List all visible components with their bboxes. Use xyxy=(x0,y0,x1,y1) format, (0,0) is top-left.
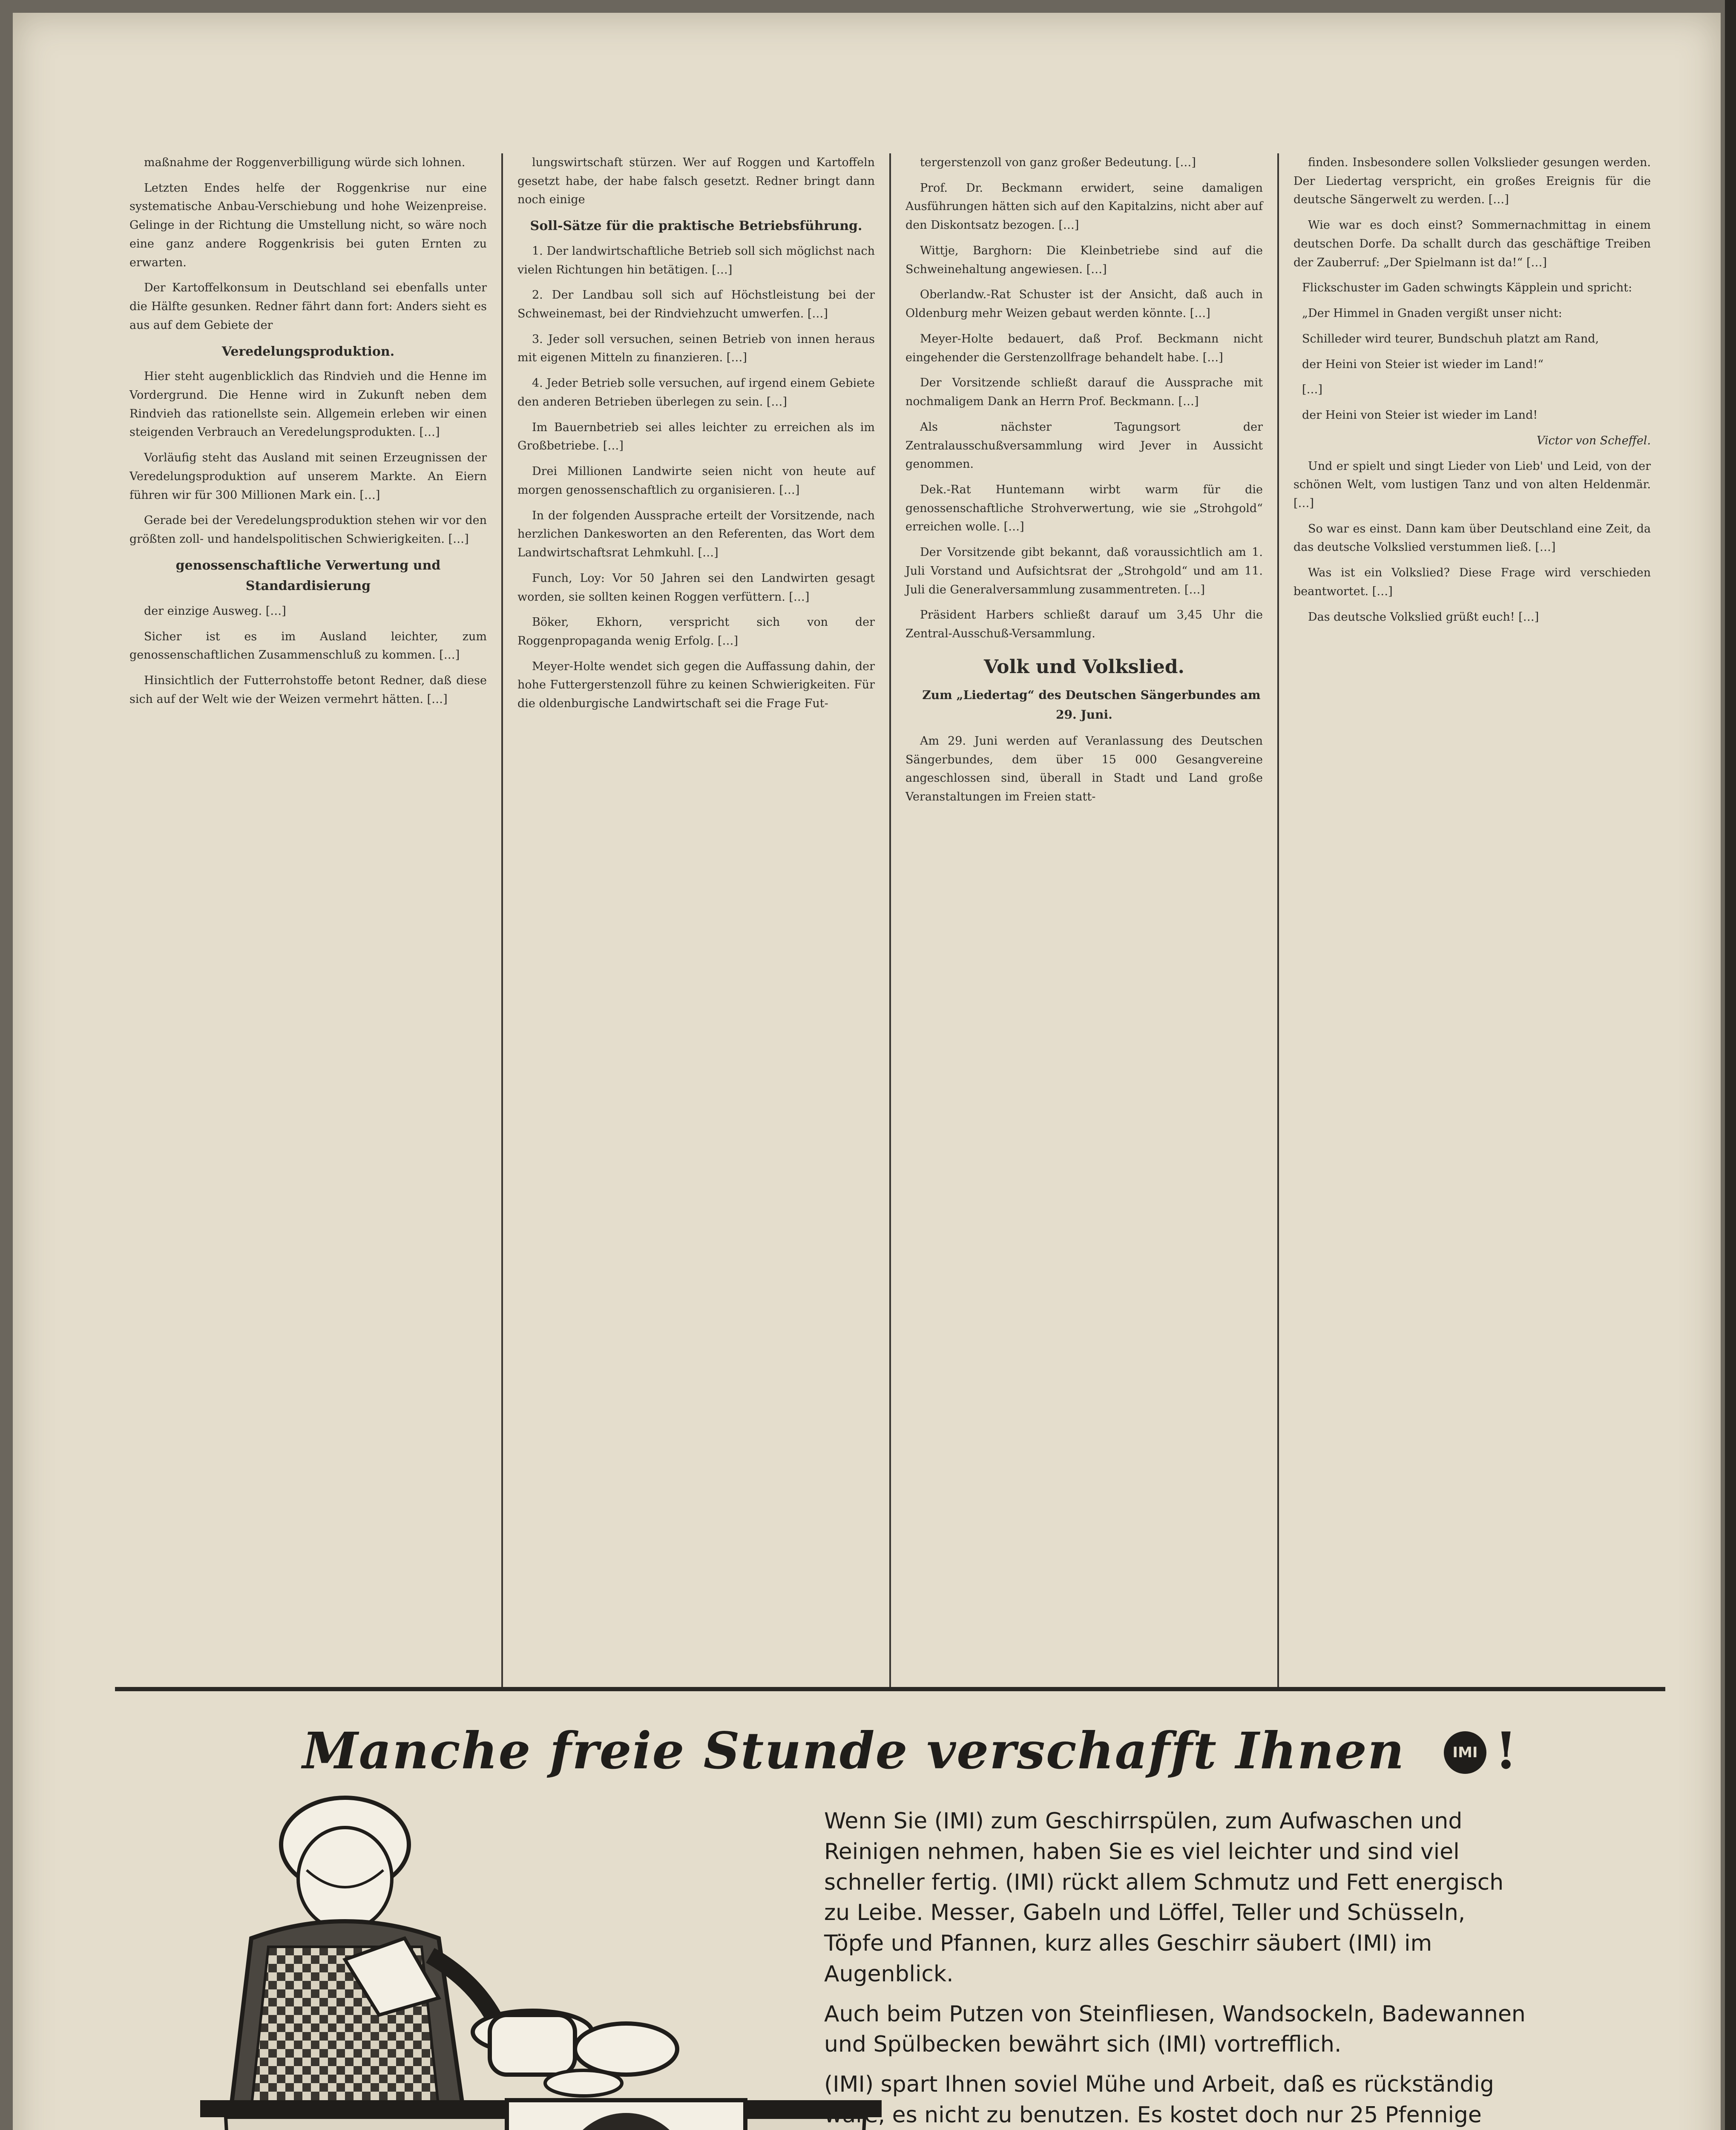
paragraph: Meyer-Holte bedauert, daß Prof. Beckmann nicht eingehender die Gerstenzollfrage behandelt habe. […] xyxy=(905,332,1263,364)
paragraph: der einzige Ausweg. […] xyxy=(144,604,286,618)
paragraph: 1. Der landwirtschaftliche Betrieb soll sich möglichst nach vielen Richtungen hin betätigen. […] xyxy=(517,244,875,276)
poem-line: der Heini von Steier ist wieder im Land!“ xyxy=(1302,357,1543,371)
imi-logo-icon: IMI xyxy=(1444,1731,1486,1774)
paragraph: Sicher ist es im Ausland leichter, zum genossenschaftlichen Zusammenschluß zu kommen. […] xyxy=(129,630,487,662)
paragraph: 4. Jeder Betrieb solle versuchen, auf irgend einem Gebiete den anderen Betrieben überlegen zu sein. […] xyxy=(517,377,875,409)
poem-line: „Der Himmel in Gnaden vergißt unser nicht: xyxy=(1302,307,1562,320)
paragraph: Hier steht augenblicklich das Rindvieh und die Henne im Vordergrund. Die Henne wird in Zukunft neben dem Rindvieh das rationellste sein. Allgemein erleben wir einen steigenden Verbrauch an Veredelungsprodukten. […] xyxy=(129,370,487,439)
poem-line: […] xyxy=(1302,383,1323,397)
column-1 xyxy=(115,153,501,1687)
paragraph: Was ist ein Volkslied? Diese Frage wird verschieden beantwortet. […] xyxy=(1293,566,1651,598)
paragraph: Wittje, Barghorn: Die Kleinbetriebe sind auf die Schweinehaltung angewiesen. […] xyxy=(905,244,1263,276)
poem-line: Flickschuster im Gaden schwingts Käpplein und spricht: xyxy=(1302,281,1633,295)
paragraph: 2. Der Landbau soll sich auf Höchstleistung bei der Schweinemast, bei der Rindviehzucht umwerfen. […] xyxy=(517,288,875,320)
ad-body-text xyxy=(824,1806,1527,2130)
paragraph: Der Vorsitzende gibt bekannt, daß voraussichtlich am 1. Juli Vorstand und Aufsichtsrat der „Strohgold“ und am 11. Juli die Generalversammlung zusammentreten. […] xyxy=(905,546,1263,596)
ad-paragraph: Wenn Sie (IMI) zum Geschirrspülen, zum Aufwaschen und Reinigen nehmen, haben Sie es viel leichter und sind viel schneller fertig. (IMI) rückt allem Schmutz und Fett energisch zu Leibe. Messer, Gabeln und Löffel, Teller und Schüsseln, Töpfe und Pfannen, kurz alles Geschirr säubert (IMI) im Augenblick. xyxy=(824,1808,1504,1987)
newspaper-page xyxy=(13,13,1721,2130)
paragraph: In der folgenden Aussprache erteilt der Vorsitzende, nach herzlichen Dankesworten an den Referenten, das Wort dem Landwirtschaftsrat Lehmkuhl. […] xyxy=(517,509,875,560)
paragraph: Prof. Dr. Beckmann erwidert, seine damaligen Ausführungen hätten sich auf den Kapitalzins, nicht aber auf den Diskontsatz bezogen. […] xyxy=(905,181,1263,232)
paragraph: So war es einst. Dann kam über Deutschland eine Zeit, da das deutsche Volkslied verstummen ließ. […] xyxy=(1293,522,1651,554)
paragraph: Hinsichtlich der Futterrohstoffe betont Redner, daß diese sich auf der Welt wie der Weizen vermehrt hätten. […] xyxy=(129,674,487,706)
paragraph: Vorläufig steht das Ausland mit seinen Erzeugnissen der Veredelungsproduktion auf unserem Markte. An Eiern führen wir für 300 Millionen Mark ein. […] xyxy=(129,451,487,502)
paragraph: lungswirtschaft stürzen. Wer auf Roggen und Kartoffeln gesetzt habe, der habe falsch gesetzt. Redner bringt dann noch einige xyxy=(517,156,875,207)
section-heading: Veredelungsproduktion. xyxy=(221,344,395,359)
article-title: Volk und Volkslied. xyxy=(984,656,1184,678)
imi-advertisement xyxy=(119,1721,1661,2130)
paragraph: Der Vorsitzende schließt darauf die Aussprache mit nochmaligem Dank an Herrn Prof. Beckmann. […] xyxy=(905,376,1263,409)
paragraph: Und er spielt und singt Lieder von Lieb' und Leid, von der schönen Welt, vom lustigen Tanz und von alten Heldenmär. […] xyxy=(1293,459,1651,510)
paragraph: Letzten Endes helfe der Roggenkrise nur eine systematische Anbau-Verschiebung und hohe Weizenpreise. Gelinge in der Richtung die Umstellung nicht, so wäre noch eine ganz andere Roggenkrisis bei guten Ernten zu erwarten. xyxy=(129,181,487,269)
paragraph: Gerade bei der Veredelungsproduktion stehen wir vor den größten zoll- und handelspolitischen Schwierigkeiten. […] xyxy=(129,514,487,546)
ad-paragraph: Auch beim Putzen von Steinfliesen, Wandsockeln, Badewannen und Spülbecken bewährt sich (IMI) vortrefflich. xyxy=(824,2001,1526,2058)
paragraph: Drei Millionen Landwirte seien nicht von heute auf morgen genossenschaftlich zu organisieren. […] xyxy=(517,465,875,497)
section-heading: Soll-Sätze für die praktische Betriebsführung. xyxy=(530,219,862,234)
paragraph: Am 29. Juni werden auf Veranlassung des Deutschen Sängerbundes, dem über 15 000 Gesangvereine angeschlossen sind, überall in Stadt und Land große Veranstaltungen im Freien statt- xyxy=(905,734,1263,804)
ad-headline-exclamation: ! xyxy=(1495,1721,1517,1780)
scan-edge xyxy=(1725,0,1736,2130)
column-2 xyxy=(501,153,889,1687)
paragraph: Böker, Ekhorn, verspricht sich von der Roggenpropaganda wenig Erfolg. […] xyxy=(517,616,875,648)
paragraph: 3. Jeder soll versuchen, seinen Betrieb von innen heraus mit eigenen Mitteln zu finanzieren. […] xyxy=(517,332,875,365)
paragraph: Meyer-Holte wendet sich gegen die Auffassung dahin, der hohe Futtergerstenzoll führe zu keinen Schwierigkeiten. Für die oldenburgische Landwirtschaft sei die Frage Fut- xyxy=(517,659,875,711)
paragraph: Wie war es doch einst? Sommernachmittag in einem deutschen Dorfe. Da schallt durch das geschäftige Treiben der Zauberruf: „Der Spielmann ist da!“ […] xyxy=(1293,219,1651,269)
section-heading: genossenschaftliche Verwertung und Standardisierung xyxy=(175,558,441,594)
paragraph: tergerstenzoll von ganz großer Bedeutung. […] xyxy=(920,156,1196,169)
paragraph: Präsident Harbers schließt darauf um 3,45 Uhr die Zentral-Ausschuß-Versammlung. xyxy=(905,608,1263,641)
article-subtitle: Zum „Liedertag“ des Deutschen Sängerbundes am 29. Juni. xyxy=(922,688,1261,722)
poem-line: der Heini von Steier ist wieder im Land! xyxy=(1302,409,1538,422)
paragraph: Oberlandw.-Rat Schuster ist der Ansicht, daß auch in Oldenburg mehr Weizen gebaut werden könnte. […] xyxy=(905,288,1263,320)
poem-signature: Victor von Scheffel. xyxy=(1536,434,1651,447)
paragraph: maßnahme der Roggenverbilligung würde sich lohnen. xyxy=(144,156,466,169)
ad-paragraph: (IMI) spart Ihnen soviel Mühe und Arbeit, daß es rückständig wäre, es nicht zu benutzen. Es kostet doch nur 25 Pfennige xyxy=(824,2072,1494,2128)
paragraph: finden. Insbesondere sollen Volkslieder gesungen werden. Der Liedertag verspricht, ein großes Ereignis für die deutsche Sängerwelt zu werden. […] xyxy=(1293,156,1651,207)
poem-line: Schilleder wird teurer, Bundschuh platzt am Rand, xyxy=(1302,332,1599,345)
paragraph: Dek.-Rat Huntemann wirbt warm für die genossenschaftliche Strohverwertung, wie sie „Strohgold“ erreichen wolle. […] xyxy=(905,483,1263,534)
paragraph: Der Kartoffelkonsum in Deutschland sei ebenfalls unter die Hälfte gesunken. Redner fährt dann fort: Anders sieht es aus auf dem Gebiete der xyxy=(129,281,487,332)
paragraph: Im Bauernbetrieb sei alles leichter zu erreichen als im Großbetriebe. […] xyxy=(517,420,875,453)
ad-headline: Manche freie Stunde verschafft Ihnen xyxy=(302,1721,1405,1780)
paragraph: Das deutsche Volkslied grüßt euch! […] xyxy=(1308,610,1539,624)
article-columns xyxy=(115,153,1665,1691)
column-4 xyxy=(1277,153,1665,1687)
paragraph: Funch, Loy: Vor 50 Jahren sei den Landwirten gesagt worden, sie sollten keinen Roggen verfüttern. […] xyxy=(517,571,875,604)
column-3 xyxy=(889,153,1277,1687)
paragraph: Als nächster Tagungsort der Zentralausschußversammlung wird Jever in Aussicht genommen. xyxy=(905,420,1263,471)
